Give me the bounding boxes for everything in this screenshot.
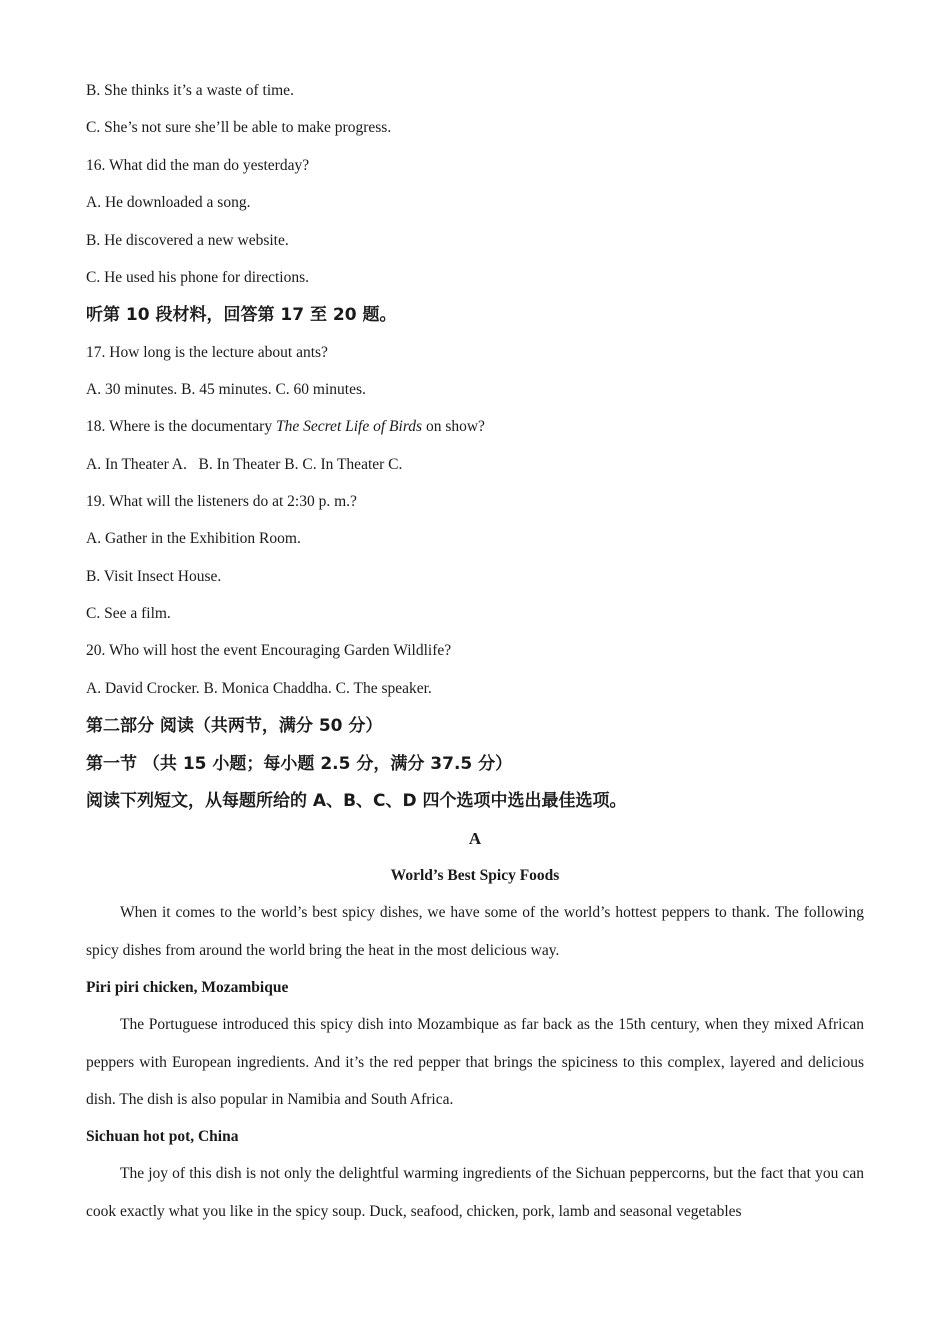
reading-section-title: 第一节 （共 15 小题；每小题 2.5 分，满分 37.5 分） (86, 754, 513, 774)
q19-option-c: C. See a film. (86, 605, 171, 622)
q18-text-post: on show? (422, 418, 485, 435)
passage-letter: A (468, 829, 482, 848)
q20-question: 20. Who will host the event Encouraging Garden Wildlife? (86, 642, 452, 659)
q18-question (86, 417, 485, 437)
dish1-paragraph: The Portuguese introduced this spicy dish into Mozambique as far back as the 15th century, when they mixed African peppers with European ingredients. And it’s the red pepper that brings the spiciness to this complex, layered and delicious dish. The dish is also popular in Namibia and South Africa. (86, 1016, 864, 1108)
q17-question: 17. How long is the lecture about ants? (86, 344, 328, 361)
passage-intro: When it comes to the world’s best spicy dishes, we have some of the world’s hottest peppers to thank. The following spicy dishes from around the world bring the heat in the most delicious way. (86, 904, 864, 959)
q16-question: 16. What did the man do yesterday? (86, 157, 310, 174)
dish2-paragraph: The joy of this dish is not only the delightful warming ingredients of the Sichuan peppercorns, but the fact that you can cook exactly what you like in the spicy soup. Duck, seafood, chicken, pork, lamb and seasonal vegetables (86, 1165, 864, 1220)
passage-title: World’s Best Spicy Foods (390, 867, 560, 884)
q16-option-b: B. He discovered a new website. (86, 232, 289, 249)
q15-option-c: C. She’s not sure she’ll be able to make progress. (86, 119, 392, 136)
q16-option-c: C. He used his phone for directions. (86, 269, 309, 286)
q19-option-a: A. Gather in the Exhibition Room. (86, 530, 301, 547)
q19-option-b: B. Visit Insect House. (86, 568, 222, 585)
dish2-heading: Sichuan hot pot, China (86, 1128, 239, 1145)
q19-question: 19. What will the listeners do at 2:30 p. m.? (86, 493, 357, 510)
q18-options: A. In Theater A. B. In Theater B. C. In Theater C. (86, 456, 403, 473)
q16-option-a: A. He downloaded a song. (86, 194, 251, 211)
q17-options: A. 30 minutes. B. 45 minutes. C. 60 minutes. (86, 381, 366, 398)
q18-text-pre: 18. Where is the documentary (86, 418, 276, 435)
reading-part-title: 第二部分 阅读（共两节，满分 50 分） (86, 716, 383, 736)
dish1-heading: Piri piri chicken, Mozambique (86, 979, 289, 996)
q20-options: A. David Crocker. B. Monica Chaddha. C. The speaker. (86, 680, 432, 697)
q15-option-b: B. She thinks it’s a waste of time. (86, 82, 294, 99)
q18-documentary-title: The Secret Life of Birds (275, 418, 423, 435)
section10-header: 听第 10 段材料，回答第 17 至 20 题。 (86, 305, 397, 325)
reading-instruction: 阅读下列短文，从每题所给的 A、B、C、D 四个选项中选出最佳选项。 (86, 791, 627, 811)
